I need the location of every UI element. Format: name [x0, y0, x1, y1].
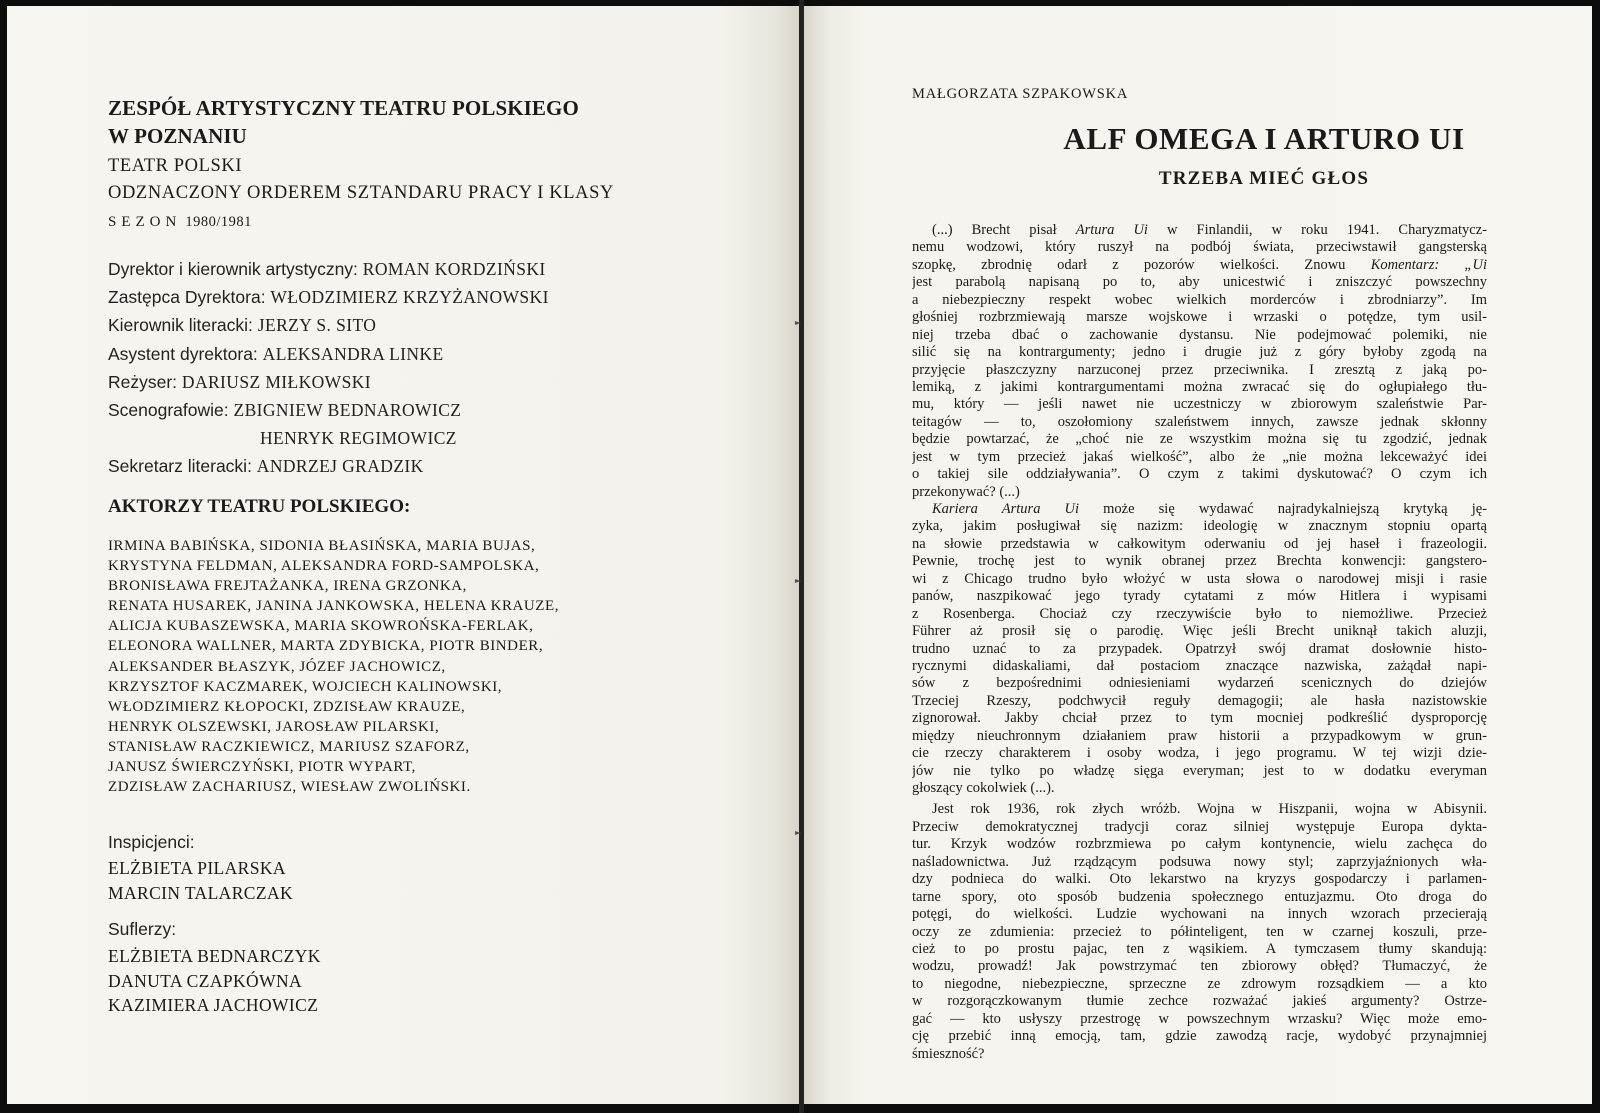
actors-line: WŁODZIMIERZ KŁOPOCKI, ZDZISŁAW KRAUZE, — [108, 698, 466, 715]
article-line: tarne spory, oto sposób budzenia społecznego entuzjazmu. Oto droga do — [912, 888, 1487, 905]
staff-role: Sekretarz literacki: — [108, 456, 257, 477]
teatr-polski: TEATR POLSKI — [108, 156, 243, 176]
staff-name: ALEKSANDRA LINKE — [262, 343, 444, 364]
right-page — [804, 6, 1592, 1104]
article-line: Führer aż prosił się o parodię. Więc jeśli Brecht uniknął takich aluzji, — [912, 623, 1487, 640]
staff-row — [108, 255, 549, 283]
sufler-name: ELŻBIETA BEDNARCZYK — [108, 946, 321, 966]
article-line: głośniej rozbrzmiewają marsze wojskowe i wrzaski o potędze, tym usil- — [912, 309, 1487, 326]
article-line: niej trzeba dbać o zachowanie dystansu. Nie podejmować polemiki, nie — [912, 326, 1487, 343]
article-line: rycznymi didaskaliami, dał postaciom znaczące nazwiska, zażądał napi- — [912, 657, 1487, 674]
actors-line: ZDZISŁAW ZACHARIUSZ, WIESŁAW ZWOLIŃSKI. — [108, 779, 471, 796]
article-line: szopkę, zbrodnię odarł z pozorów wielkości. Znowu Komentarz: „Ui — [912, 256, 1487, 273]
theatre-name-line-1: ZESPÓŁ ARTYSTYCZNY TEATRU POLSKIEGO — [108, 96, 579, 120]
binding-mark — [795, 570, 801, 574]
staff-name: DARIUSZ MIŁKOWSKI — [181, 371, 371, 392]
sufler-name: KAZIMIERA JACHOWICZ — [108, 995, 319, 1015]
actors-line: RENATA HUSAREK, JANINA JANKOWSKA, HELENA KRAUZE, — [108, 598, 560, 615]
staff-list — [108, 255, 549, 481]
article-line: w rozgorączkowanym tłumie zechce rozważać jakieś argumenty? Ostrze- — [912, 993, 1487, 1010]
suflerzy-label: Suflerzy: — [108, 919, 177, 939]
article-line: Kariera Artura Ui może się wydawać najradykalniejszą krytyką ję- — [932, 501, 1487, 517]
staff-role: Reżyser: — [108, 371, 182, 392]
actors-line: KRYSTYNA FELDMAN, ALEKSANDRA FORD-SAMPOLSKA, — [108, 558, 540, 575]
article-line: oczy ze zdumienia: przecież to półinteligent, ten w czarnej koszuli, prze- — [912, 923, 1487, 940]
actors-line: ELEONORA WALLNER, MARTA ZDYBICKA, PIOTR BINDER, — [108, 638, 544, 655]
theatre-name — [108, 94, 579, 150]
article-line: śmieszność? — [912, 1045, 985, 1062]
article-line: na słowie przedstawia w całkowitym oderwaniu od jej haseł i frazeologii. — [912, 535, 1487, 552]
inspicjenci-list — [108, 856, 293, 905]
article-line: cję przebić inną emocją, tam, gdzie zawodzą racje, wydobyć przynajmniej — [912, 1028, 1487, 1045]
staff-name: HENRYK REGIMOWICZ — [260, 428, 457, 449]
staff-row — [108, 396, 549, 424]
sufler-name: DANUTA CZAPKÓWNA — [108, 970, 303, 991]
article-line: silić się na kontrargumenty; jedno i drugie już z góry byłoby zgodą na — [912, 344, 1487, 361]
staff-role: Zastępca Dyrektora: — [108, 287, 271, 308]
article-line: jów nie tylko po władzę sięga everyman; jest to w dodatku everyman — [912, 762, 1487, 779]
actors-line: JANUSZ ŚWIERCZYŃSKI, PIOTR WYPART, — [108, 759, 416, 776]
staff-name: JERZY S. SITO — [257, 315, 377, 336]
actors-line: BRONISŁAWA FREJTAŻANKA, IRENA GRZONKA, — [108, 578, 467, 595]
staff-row — [108, 283, 549, 311]
article-line: mu, który — jeśli nawet nie uczestniczy w zbiorowym szaleństwie Par- — [912, 396, 1487, 413]
article-line: zyka, jakim posługiwał się nazizm: ideologię w znacznym stopniu opartą — [912, 518, 1487, 535]
article-line: będzie powtarzać, że „choć nie ze wszystkim można się tu zgodzić, jednak — [912, 431, 1487, 448]
article-line: Pewnie, trochę jest to wynik obranej przez Brechta konwencji: gangstero- — [912, 553, 1487, 570]
actors-line: IRMINA BABIŃSKA, SIDONIA BŁASIŃSKA, MARIA BUJAS, — [108, 538, 536, 554]
article-line: jest w tym przecież jakaś wielkość”, albo że „nie można lekceważyć idei — [912, 448, 1487, 465]
article-line: Trzeciej Rzeszy, podchwycił reguły demagogii; ale hasła nazistowskie — [912, 692, 1487, 709]
binding-mark — [795, 822, 801, 826]
article-line: trudno uznać to za przypadek. Opatrzył swój dramat dosłownie histo- — [912, 640, 1487, 657]
theatre-name-line-2: W POZNANIU — [108, 124, 247, 148]
article-line: zignorował. Jakby chciał przez to tym mocniej podkreślić dysproporcję — [912, 710, 1487, 727]
inspicjent-name: ELŻBIETA PILARSKA — [108, 858, 286, 878]
article-line: wi z Chicago trudno było włożyć w usta słowa o narodowej misji i rasie — [912, 570, 1487, 587]
article-line: między nieuchronnym działaniem praw historii a przypadkowym w grun- — [912, 727, 1487, 744]
staff-name: ZBIGNIEW BEDNAROWICZ — [233, 400, 462, 421]
article-line: przekonywać? (...) — [912, 483, 1020, 500]
article-line: lemiką, z jakimi kontrargumentami można zwracać się do ogłupiałego tłu- — [912, 378, 1487, 395]
article-line: głoszący cokolwiek (...). — [912, 780, 1055, 796]
article-line: potęgi, do wielkości. Ludzie wychowani na innych wzorach przecierają — [912, 906, 1487, 923]
staff-row — [108, 368, 549, 396]
article-line: Jest rok 1936, rok złych wróżb. Wojna w Hiszpanii, wojna w Abisynii. — [932, 801, 1487, 818]
actors-line: ALICJA KUBASZEWSKA, MARIA SKOWROŃSKA-FERLAK, — [108, 618, 534, 635]
article-line: gać — kto usłyszy przestrogę w powszechnym wrzasku? Więc może emo- — [912, 1010, 1487, 1027]
article-line: a niebezpieczny respekt wobec wielkich morderców i zbrodniarzy”. Im — [912, 291, 1487, 308]
article-line: jest parabolą napisaną po to, aby unicestwić i zniszczyć powszechny — [912, 274, 1487, 291]
article-line: cież to po prostu pajac, ten z wąsikiem. A tymczasem tłumy skandują: — [912, 940, 1487, 957]
staff-name: WŁODZIMIERZ KRZYŻANOWSKI — [270, 287, 549, 308]
article-line: to niegodne, niebezpieczne, sprzeczne ze zdrowym rozsądkiem — a kto — [912, 975, 1487, 992]
article-body — [912, 222, 1487, 1063]
article-line: o takiej sile oddziaływania”. O czym z takimi dyskutować? O czym ich — [912, 466, 1487, 483]
inspicjenci-label: Inspicjenci: — [108, 832, 195, 852]
article-line: nemu wodzowi, który ruszył na podbój świata, przeciwstawił gangsterską — [912, 239, 1487, 256]
staff-role: Asystent dyrektora: — [108, 343, 263, 364]
article-line: Przeciw demokratycznej tradycji coraz silniej występuje Europa dykta- — [912, 818, 1487, 835]
staff-row — [108, 311, 549, 339]
staff-role: Kierownik literacki: — [108, 315, 258, 336]
actors-line: ALEKSANDER BŁASZYK, JÓZEF JACHOWICZ, — [108, 658, 446, 675]
article-line: naśladownictwa. Już rządzącym podsuwa nowy styl; zaprzyjaźnionych wła- — [912, 853, 1487, 870]
staff-row — [108, 424, 549, 452]
article-title: ALF OMEGA I ARTURO UI — [1063, 121, 1465, 156]
article-subtitle: TRZEBA MIEĆ GŁOS — [1158, 168, 1370, 189]
suflerzy-list — [108, 944, 321, 1018]
staff-role: Dyrektor i kierownik artystyczny: — [108, 259, 363, 279]
article-line: (...) Brecht pisał Artura Ui w Finlandii, w roku 1941. Charyzmatycz- — [932, 222, 1487, 238]
article-line: wodzu, prowadź! Jak powstrzymać ten zbiorowy obłęd? Tłumaczyć, że — [912, 958, 1487, 975]
award-line: ODZNACZONY ORDEREM SZTANDARU PRACY I KLASY — [108, 183, 614, 203]
actors-line: KRZYSZTOF KACZMAREK, WOJCIECH KALINOWSKI, — [108, 678, 503, 695]
article-line: panów, naszpikować jego tyrady cytatami z mów Hitlera i wypisami — [912, 588, 1487, 605]
actors-line: HENRYK OLSZEWSKI, JAROSŁAW PILARSKI, — [108, 718, 440, 735]
staff-role: Scenografowie: — [108, 400, 234, 421]
actors-list — [108, 536, 708, 797]
actors-heading: AKTORZY TEATRU POLSKIEGO: — [108, 496, 411, 517]
inspicjent-name: MARCIN TALARCZAK — [108, 882, 294, 903]
left-page — [7, 6, 799, 1104]
article-line: cie rzeczy charakterem i osoby wodza, i jego programu. W tej wizji dzie- — [912, 745, 1487, 762]
article-line: przyjęcie płaszczyzny narzuconej przez przeciwnika. I zresztą z jaką po- — [912, 361, 1487, 378]
season-label: SEZON — [108, 214, 182, 230]
article-line: dzy podnieca do walki. Oto lekarstwo na kryzys gospodarczy i parlamen- — [912, 871, 1487, 888]
article-author: MAŁGORZATA SZPAKOWSKA — [912, 86, 1129, 102]
season-years: 1980/1981 — [185, 214, 252, 230]
staff-row — [108, 452, 549, 480]
staff-name: ANDRZEJ GRADZIK — [256, 456, 424, 477]
actors-line: STANISŁAW RACZKIEWICZ, MARIUSZ SZAFORZ, — [108, 738, 470, 755]
article-line: z Rosenberga. Chociaż czy rzeczywiście było to niemożliwe. Przecież — [912, 605, 1487, 622]
article-line: teitagów — to, oszołomiony szaleństwem innych, zawsze jednak skłonny — [912, 413, 1487, 430]
binding-mark — [795, 312, 801, 316]
season — [108, 214, 252, 231]
staff-row — [108, 340, 549, 368]
staff-name: ROMAN KORDZIŃSKI — [362, 259, 546, 279]
article-line: tur. Krzyk wodzów rozbrzmiewa po całym kontynencie, wielu zachęca do — [912, 836, 1487, 853]
article-line: sów z bezpośrednimi odniesieniami wydarzeń scenicznych do dziejów — [912, 675, 1487, 692]
